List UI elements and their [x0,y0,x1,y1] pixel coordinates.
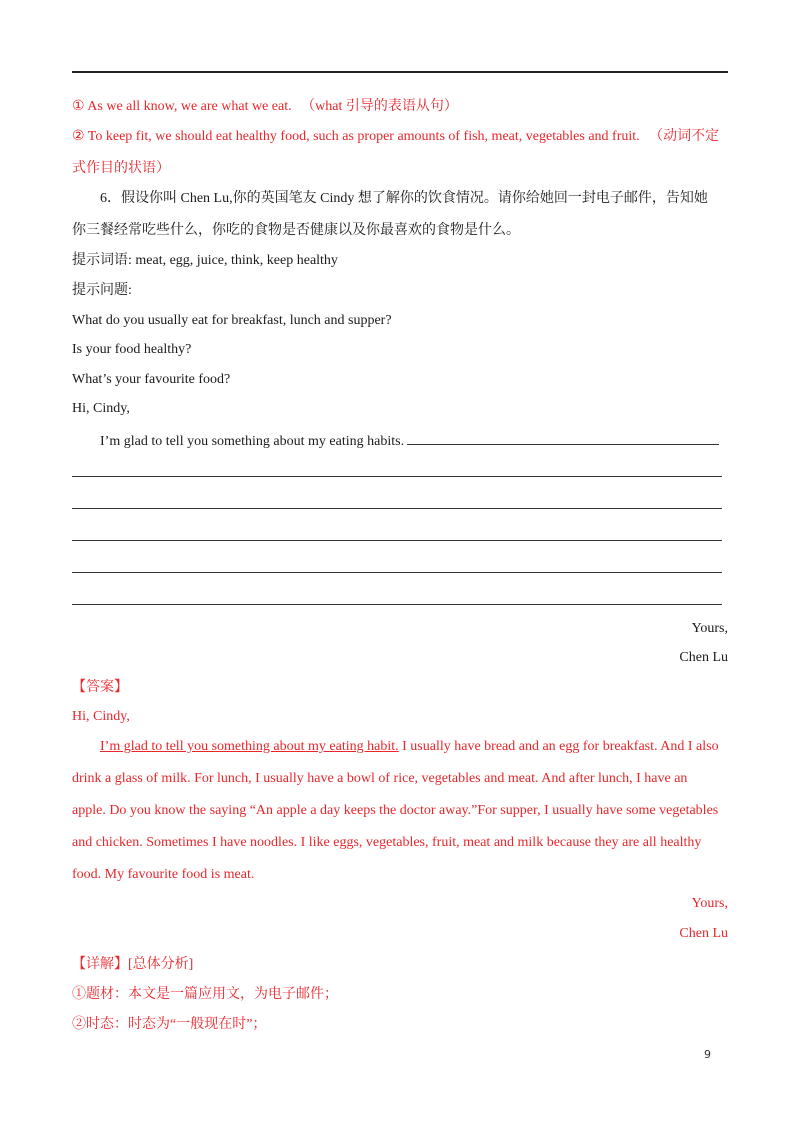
answer-line-1-rest: I usually have bread and an egg for breakfast. And I also [398,739,719,754]
answer-signature: Chen Lu [679,926,728,941]
answer-greeting: Hi, Cindy, [72,709,130,724]
answer-label: 【答案】 [72,680,128,695]
hint-questions-label: 提示问题: [72,283,132,298]
letter-signature: Chen Lu [679,650,728,665]
note-item-2-cont: 式作目的状语） [72,161,170,176]
letter-closing: Yours, [691,621,728,636]
answer-blank-inline[interactable] [407,430,719,445]
hint-question-1: What do you usually eat for breakfast, lunch and supper? [72,313,392,328]
question-line-1: 6．假设你叫 Chen Lu,你的英国笔友 Cindy 想了解你的饮食情况。请你给她回一封电子邮件，告知她 [100,191,708,206]
answer-line-2: drink a glass of milk. For lunch, I usually have a bowl of rice, vegetables and meat. And after lunch, I have an [72,771,688,786]
analysis-item-1: ①题材：本文是一篇应用文，为电子邮件； [72,987,338,1002]
analysis-label: 【详解】 [72,957,128,972]
note-item-1-text: ① As we all know, we are what we eat. [72,99,292,114]
note-item-2-grammar-a: （动词不定 [649,129,720,144]
answer-opening-underlined: I’m glad to tell you something about my eating habit. [100,739,399,754]
analysis-item-2: ②时态：时态为“一般现在时”； [72,1017,267,1032]
answer-line-5: food. My favourite food is meat. [72,867,255,882]
letter-opening-line [100,430,719,451]
answer-blank-line[interactable] [72,476,722,477]
hint-words: 提示词语: meat, egg, juice, think, keep healthy [72,253,338,268]
answer-blank-line[interactable] [72,572,722,573]
answer-closing: Yours, [691,896,728,911]
analysis-label-rest: [总体分析] [128,957,194,972]
answer-line-3: apple. Do you know the saying “An apple a day keeps the doctor away.”For supper, I usually have some vegetables [72,803,719,818]
answer-blank-line[interactable] [72,540,722,541]
note-item-1-grammar: （what 引导的表语从句） [301,99,458,114]
hint-question-2: Is your food healthy? [72,342,192,357]
note-item-2 [72,128,719,146]
hint-question-3: What’s your favourite food? [72,372,231,387]
letter-opening: I’m glad to tell you something about my eating habits. [100,434,405,449]
answer-blank-line[interactable] [72,604,722,605]
question-line-2: 你三餐经常吃些什么，你吃的食物是否健康以及你最喜欢的食物是什么。 [72,223,520,238]
analysis-heading [72,956,193,974]
letter-greeting: Hi, Cindy, [72,401,130,416]
answer-line-1 [100,738,719,756]
top-rule [72,71,728,73]
answer-line-4: and chicken. Sometimes I have noodles. I like eggs, vegetables, fruit, meat and milk because they are all healthy [72,835,702,850]
answer-blank-line[interactable] [72,508,722,509]
note-item-2-text: ② To keep fit, we should eat healthy food, such as proper amounts of fish, meat, vegetables and fruit. [72,129,640,144]
page-number: 9 [704,1048,711,1061]
note-item-1 [72,98,458,116]
